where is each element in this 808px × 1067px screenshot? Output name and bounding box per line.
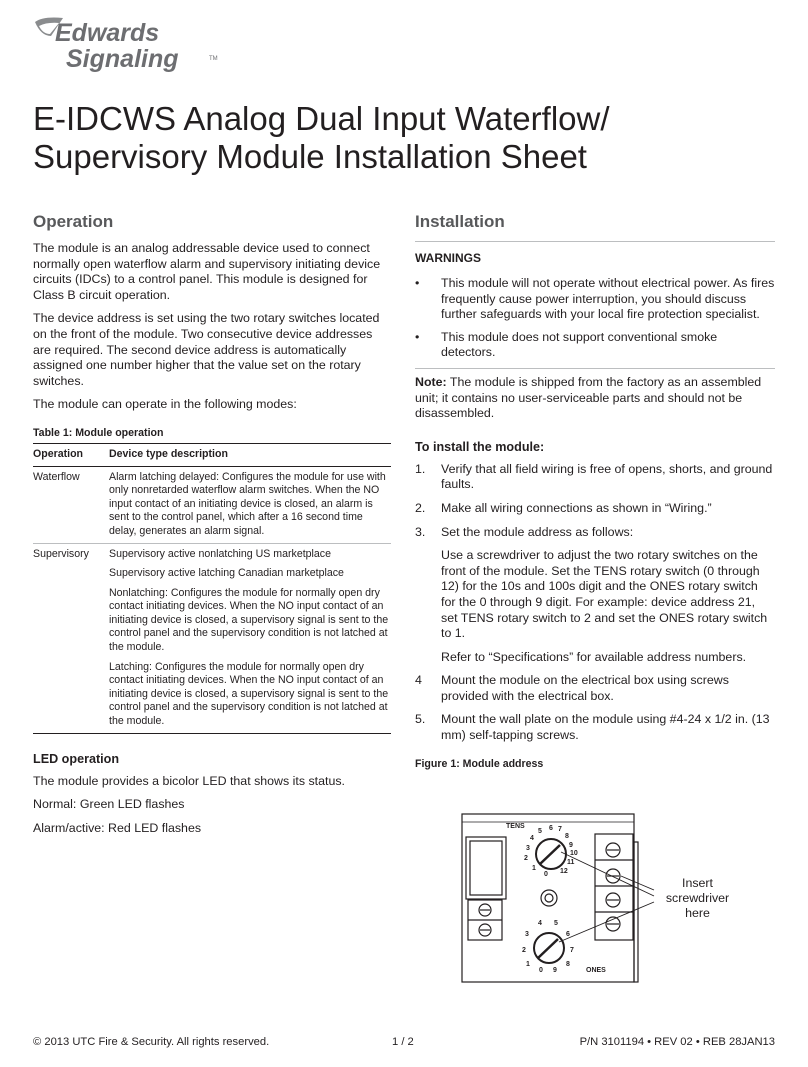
svg-text:4: 4 (530, 835, 534, 842)
table-caption: Table 1: Module operation (33, 426, 164, 439)
table-row (33, 543, 391, 733)
svg-text:5: 5 (554, 920, 558, 927)
svg-text:3: 3 (526, 845, 530, 852)
table-row (33, 466, 391, 543)
svg-text:TM: TM (209, 56, 218, 62)
note: Note: The module is shipped from the factory as an assembled unit; it contains no user-serviceable parts and should not be disassembled. (415, 368, 775, 422)
page-title: E-IDCWS Analog Dual Input Waterflow/ Supervisory Module Installation Sheet (33, 100, 610, 175)
table-cell: Supervisory active nonlatching US marketplace (109, 547, 331, 560)
svg-text:4: 4 (538, 920, 542, 927)
warnings-list (415, 276, 775, 361)
operation-paragraph: The module is an analog addressable device used to connect normally open waterflow alarm and supervisory initiating device circuits (IDCs) to a control panel. This module is designed for Class B circuit operation. (33, 241, 381, 302)
led-paragraph: Alarm/active: Red LED flashes (33, 820, 202, 835)
list-item: • This module does not support conventional smoke detectors. (415, 329, 718, 360)
table-cell: Supervisory active latching Canadian marketplace (109, 567, 344, 580)
operation-heading: Operation (33, 212, 114, 231)
svg-text:3: 3 (525, 931, 529, 938)
svg-text:Edwards: Edwards (55, 19, 160, 47)
svg-text:7: 7 (558, 826, 562, 833)
svg-text:1: 1 (526, 961, 530, 968)
list-item: • This module will not operate without electrical power. As fires frequently cause power interruption, you should discuss further safeguards with your local fire protection specialist. (415, 276, 775, 322)
list-item: 2. Make all wiring connections as shown in “Wiring.” (415, 500, 712, 515)
table-cell: Waterflow (33, 466, 109, 543)
operation-paragraph: The device address is set using the two rotary switches located on the front of the module. Two consecutive device addresses are required. The second device address is automatically assigned one number higher that the value set on the rotary switches. (33, 311, 380, 388)
table-header: Operation (33, 443, 109, 466)
led-heading: LED operation (33, 751, 120, 766)
list-item: 5. Mount the wall plate on the module using #4-24 x 1/2 in. (13 mm) self-tapping screws. (415, 712, 770, 743)
operation-paragraph: The module can operate in the following modes: (33, 397, 297, 412)
divider (415, 241, 775, 242)
svg-text:8: 8 (566, 961, 570, 968)
table-cell: Nonlatching: Configures the module for normally open dry contact initiating devices. When the NO input contact of an initiating device is closed, a supervisory signal is sent to the control panel and the supervisory condition is not latched at the module. (109, 586, 389, 654)
install-steps-heading: To install the module: (415, 439, 545, 454)
footer-part-number: P/N 3101194 • REV 02 • REB 28JAN13 (579, 1036, 775, 1048)
svg-text:7: 7 (570, 947, 574, 954)
svg-text:1: 1 (532, 865, 536, 872)
install-steps-list (415, 462, 775, 744)
svg-text:9: 9 (553, 967, 557, 974)
table-cell: Supervisory (33, 543, 109, 733)
footer-copyright: © 2013 UTC Fire & Security. All rights reserved. (33, 1036, 270, 1048)
tens-label: TENS (506, 823, 525, 830)
figure-callout: Insert screwdriver here (665, 876, 730, 920)
table-header: Device type description (109, 443, 391, 466)
svg-text:2: 2 (524, 855, 528, 862)
edwards-signaling-logo (33, 14, 223, 74)
svg-text:10: 10 (570, 850, 578, 857)
led-paragraph: Normal: Green LED flashes (33, 797, 185, 812)
figure-caption: Figure 1: Module address (415, 757, 544, 770)
svg-text:2: 2 (522, 947, 526, 954)
module-operation-table (33, 443, 391, 734)
ones-label: ONES (586, 967, 606, 974)
footer-page-number: 1 / 2 (392, 1036, 414, 1048)
table-cell: Alarm latching delayed: Configures the module for use with only nonretarded waterflow alarm switches. When the NO input contact of an initiating device is closed, an alarm is sent to the control panel, which after a 16 second time delay, generates an alarm signal. (109, 470, 386, 537)
svg-text:6: 6 (549, 825, 553, 832)
led-paragraph: The module provides a bicolor LED that shows its status. (33, 773, 345, 788)
svg-text:0: 0 (539, 967, 543, 974)
list-item: 3. Set the module address as follows: Use a screwdriver to adjust the two rotary switches on the front of the module. Set the TENS rotary switch (0 through 12) for the 10s and 100s digit and the ONES rotary switch for the 0 through 9 digit. For example: device address 21, set TENS rotary switch to 2 and set the ONES rotary switch to 1. Refer to “Specifications” for available address numbers. (415, 524, 768, 664)
svg-text:Signaling: Signaling (66, 45, 179, 73)
installation-heading: Installation (415, 212, 505, 231)
table-cell: Latching: Configures the module for normally open dry contact initiating devices. When the NO input contact of an initiating device is closed, a supervisory signal is sent to the control panel and the supervisory condition is not latched at the module. (109, 660, 389, 728)
svg-text:5: 5 (538, 828, 542, 835)
svg-text:11: 11 (567, 859, 575, 866)
svg-text:8: 8 (565, 833, 569, 840)
svg-text:9: 9 (569, 842, 573, 849)
svg-text:6: 6 (566, 931, 570, 938)
svg-text:12: 12 (560, 868, 568, 875)
svg-text:0: 0 (544, 871, 548, 878)
installation-column (415, 212, 775, 770)
operation-column (33, 212, 391, 844)
list-item: 4 Mount the module on the electrical box using screws provided with the electrical box. (415, 673, 729, 703)
warnings-heading: WARNINGS (415, 251, 481, 265)
list-item: 1. Verify that all field wiring is free of opens, shorts, and ground faults. (415, 461, 773, 492)
